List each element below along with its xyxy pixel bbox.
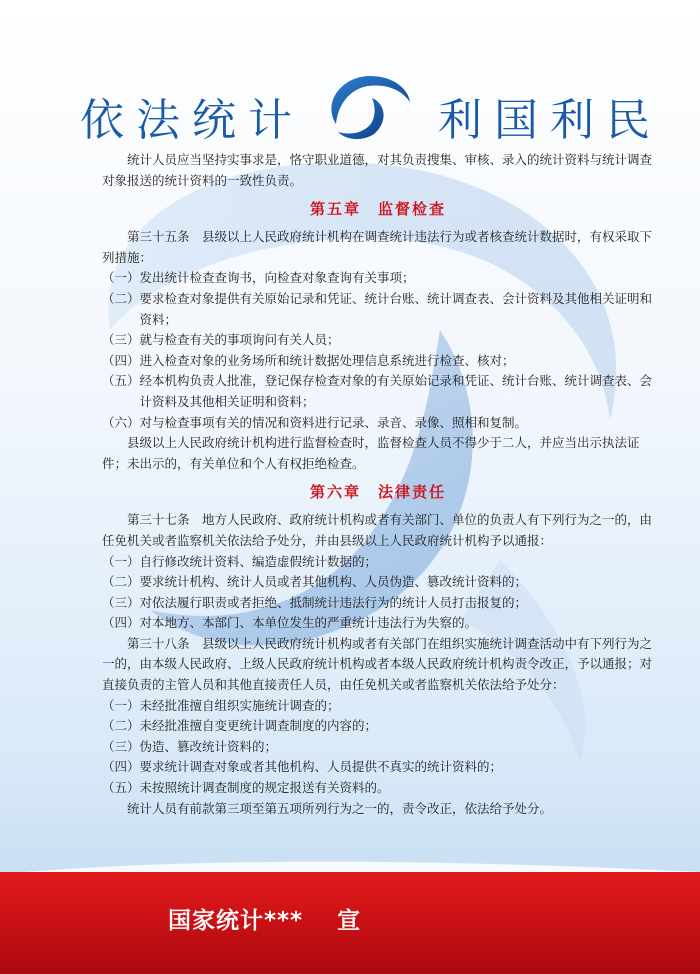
chapter-6-title: 第六章 法律责任 (309, 483, 446, 502)
chapter-5-title: 第五章 监督检查 (309, 200, 446, 219)
list-item: （三）对依法履行职责或者拒绝、抵制统计违法行为的统计人员打击报复的； (102, 594, 528, 610)
footer-banner (0, 872, 700, 974)
article-37: 第三十七条 地方人民政府、政府统计机构或者有关部门、单位的负责人有下列行为之一的，由任免机关或者监察机关依法给予处分，并由县级以上人民政府统计机构予以通报： (102, 512, 653, 548)
list-item: （一）自行修改统计资料、编造虚假统计数据的； (102, 553, 378, 569)
list-item: （四）进入检查对象的业务场所和统计数据处理信息系统进行检查、核对； (102, 352, 515, 368)
article-35: 第三十五条 县级以上人民政府统计机构在调查统计违法行为或者核查统计数据时，有权采取下列措施： (102, 229, 653, 265)
list-item: （六）对与检查事项有关的情况和资料进行记录、录音、录像、照相和复制。 (102, 414, 528, 430)
footer-title (168, 902, 361, 935)
list-item: （五）未按照统计调查制度的规定报送有关资料的。 (102, 780, 390, 796)
list-item: （二）要求统计机构、统计人员或者其他机构、人员伪造、篡改统计资料的； (102, 574, 528, 590)
footer-org: 国家统计*** (168, 908, 304, 934)
article-38: 第三十八条 县级以上人民政府统计机构或者有关部门在组织实施统计调查活动中有下列行为之一的，由本级人民政府、上级人民政府统计机构或者本级人民政府统计机构责令改正，予以通报；对直接负责的主管人员和其他直接责任人员，由任免机关或者监察机关依法给予处分： (102, 635, 653, 693)
header (0, 72, 700, 146)
list-item: （四）对本地方、本部门、本单位发生的严重统计违法行为失察的。 (102, 615, 478, 631)
list-item: （三）就与检查有关的事项询问有关人员； (102, 332, 340, 348)
chapter-6-closing: 统计人员有前款第三项至第五项所列行为之一的，责令改正，依法给予处分。 (127, 800, 553, 816)
chapter-5-closing: 县级以上人民政府统计机构进行监督检查时，监督检查人员不得少于二人，并应当出示执法证件；未出示的，有关单位和个人有权拒绝检查。 (102, 435, 640, 471)
regulation-text (102, 150, 654, 819)
footer-action: 宣 (337, 908, 362, 934)
list-item: （四）要求统计调查对象或者其他机构、人员提供不真实的统计资料的； (102, 759, 503, 775)
slogan-left: 依法统计 (80, 95, 304, 146)
intro-paragraph: 统计人员应当坚持实事求是，恪守职业道德，对其负责搜集、审核、录入的统计资料与统计调查对象报送的统计资料的一致性负责。 (102, 152, 653, 188)
list-item: （二）要求检查对象提供有关原始记录和凭证、统计台账、统计调查表、会计资料及其他相关证明和资料； (102, 290, 653, 327)
list-item: （三）伪造、篡改统计资料的； (102, 738, 278, 754)
list-item: （一）未经批准擅自组织实施统计调查的； (102, 697, 340, 713)
statistics-logo-icon (322, 72, 414, 142)
list-item: （五）经本机构负责人批准，登记保存检查对象的有关原始记录和凭证、统计台账、统计调查表、会计资料及其他相关证明和资料； (102, 373, 653, 409)
list-item: （二）未经批准擅自变更统计调查制度的内容的； (102, 718, 378, 734)
list-item: （一）发出统计检查查询书，向检查对象查询有关事项； (102, 270, 415, 286)
slogan-right: 利国利民 (438, 95, 662, 146)
